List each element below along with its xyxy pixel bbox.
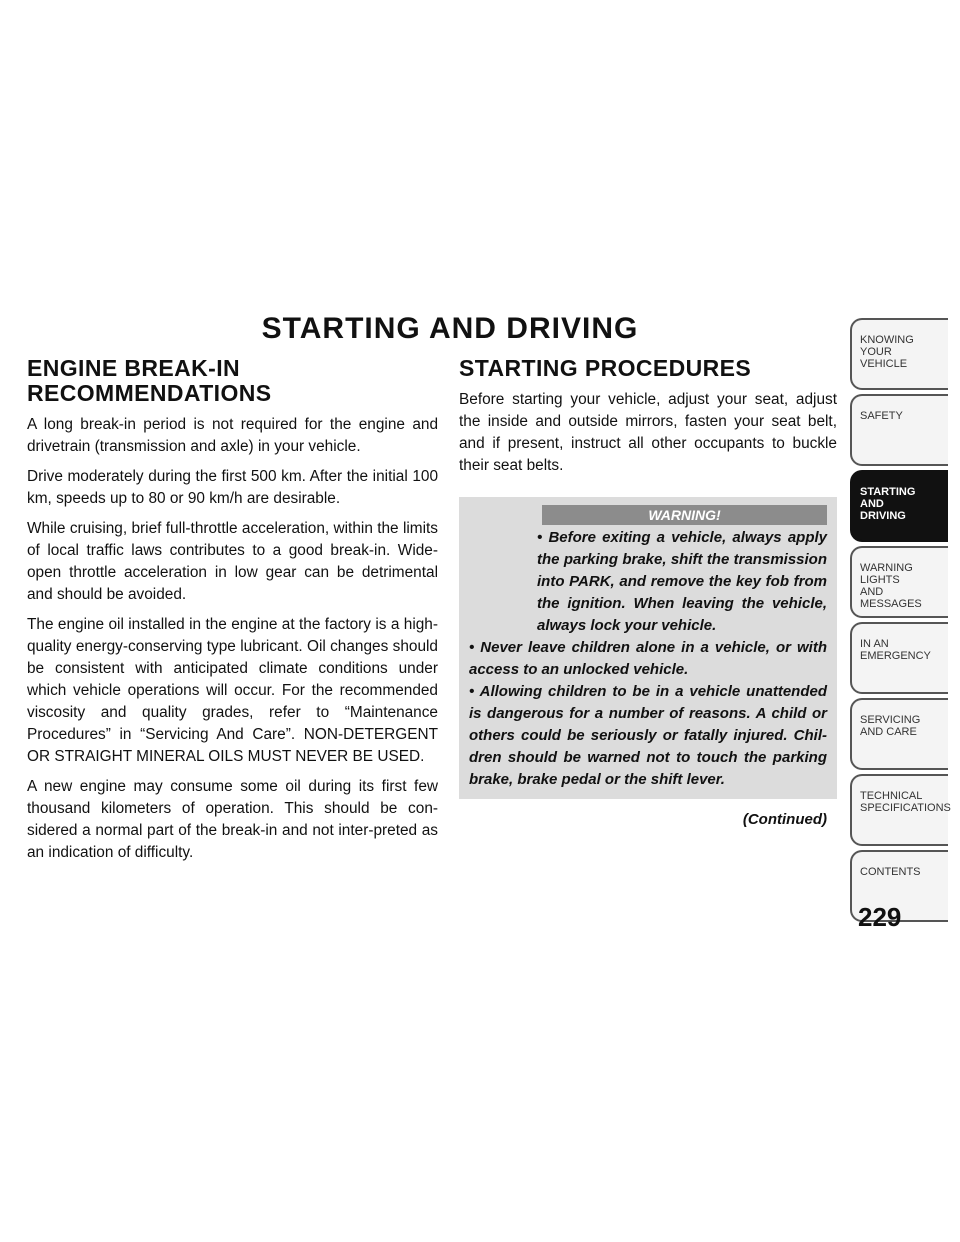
chapter-title: STARTING AND DRIVING <box>261 312 639 345</box>
chapter-tab-servicing-and-care[interactable] <box>850 698 948 770</box>
tab-label-line: TECHNICAL <box>860 790 923 802</box>
tab-label-line: SPECIFICATIONS <box>860 802 951 814</box>
tab-label-line: YOUR <box>860 346 892 358</box>
heading-line-2: RECOMMENDATIONS <box>27 380 272 406</box>
right-column <box>459 356 837 828</box>
paragraph: While cruising, brief full-throttle acceleration, within the limits of local traffic laws contributes to a good break-in. Wide-open throttle acceleration in low gear can be detrimental and should be avoided. <box>27 520 438 603</box>
tab-label-line: WARNING <box>860 562 913 574</box>
tab-label-line: MESSAGES <box>860 598 922 610</box>
tab-label-line: SERVICING <box>860 714 921 726</box>
continued-note: (Continued) <box>742 811 827 828</box>
warning-title: WARNING! <box>542 505 827 525</box>
tab-label-line: SAFETY <box>860 410 903 422</box>
tab-label-line: CONTENTS <box>860 866 921 878</box>
paragraph: Drive moderately during the first 500 km. After the initial 100 km, speeds up to 80 or 90 km/h are desirable. <box>27 468 438 507</box>
section-heading-break-in <box>27 356 438 406</box>
heading-line-1: ENGINE BREAK-IN <box>27 355 241 381</box>
chapter-tab-safety[interactable] <box>850 394 948 466</box>
intro-paragraph: Before starting your vehicle, adjust your seat, adjust the inside and outside mirrors, fasten your seat belt, and if present, instruct all other occupants to buckle their seat belts. <box>459 391 837 474</box>
tab-label-line: VEHICLE <box>860 358 908 370</box>
left-column <box>27 356 438 872</box>
tab-label-line: AND <box>860 498 884 510</box>
tab-label-line: LIGHTS <box>860 574 900 586</box>
chapter-tab-warning-lights-and-messages[interactable] <box>850 546 948 618</box>
warning-item: • Never leave children alone in a vehicle, or with access to an unlocked vehicle. <box>469 639 827 678</box>
tab-label-line: STARTING <box>860 486 916 498</box>
paragraph: The engine oil installed in the engine at the factory is a high-quality energy-conserving type lubricant. Oil changes should be consistent with anticipated climate conditions under which vehicle operations will occur. For the recommended viscosity and quality grades, refer to “Maintenance Procedures” in “Servicing And Care”. NON-DETERGENT OR STRAIGHT MINERAL OILS MUST NEVER BE USED. <box>27 616 438 765</box>
tab-label-line: KNOWING <box>860 334 914 346</box>
warning-item: • Allowing children to be in a vehicle unattended is dangerous for a number of reasons. A child or others could be seriously or fatally injured. Chil-dren should be warned not to touch the parking brake, brake pedal or the shift lever. <box>469 683 827 788</box>
paragraph: A new engine may consume some oil during its first few thousand kilometers of operation. This should be con-sidered a normal part of the break-in and not inter-preted as an indication of difficulty. <box>27 778 438 861</box>
chapter-tab-starting-and-driving[interactable] <box>850 470 948 542</box>
chapter-tab-knowing-your-vehicle[interactable] <box>850 318 948 390</box>
tab-label-line: AND <box>860 586 884 598</box>
chapter-tabs <box>850 318 951 926</box>
tab-label-line: DRIVING <box>860 510 906 522</box>
warning-item: • Before exiting a vehicle, always apply the parking brake, shift the transmission into PARK, and remove the key fob from the ignition. When leaving the vehicle, always lock your vehicle. <box>537 529 827 634</box>
paragraph: A long break-in period is not required for the engine and drivetrain (transmission and axle) in your vehicle. <box>27 416 438 455</box>
tab-label-line: IN AN <box>860 638 889 650</box>
page-number: 229 <box>858 902 902 932</box>
warning-box <box>459 497 837 799</box>
chapter-tab-in-an-emergency[interactable] <box>850 622 948 694</box>
tab-label-line: AND CARE <box>860 726 917 738</box>
chapter-tab-technical-specifications[interactable] <box>850 774 951 846</box>
tab-label-line: EMERGENCY <box>860 650 931 662</box>
section-heading-starting-procedures: STARTING PROCEDURES <box>459 355 752 381</box>
